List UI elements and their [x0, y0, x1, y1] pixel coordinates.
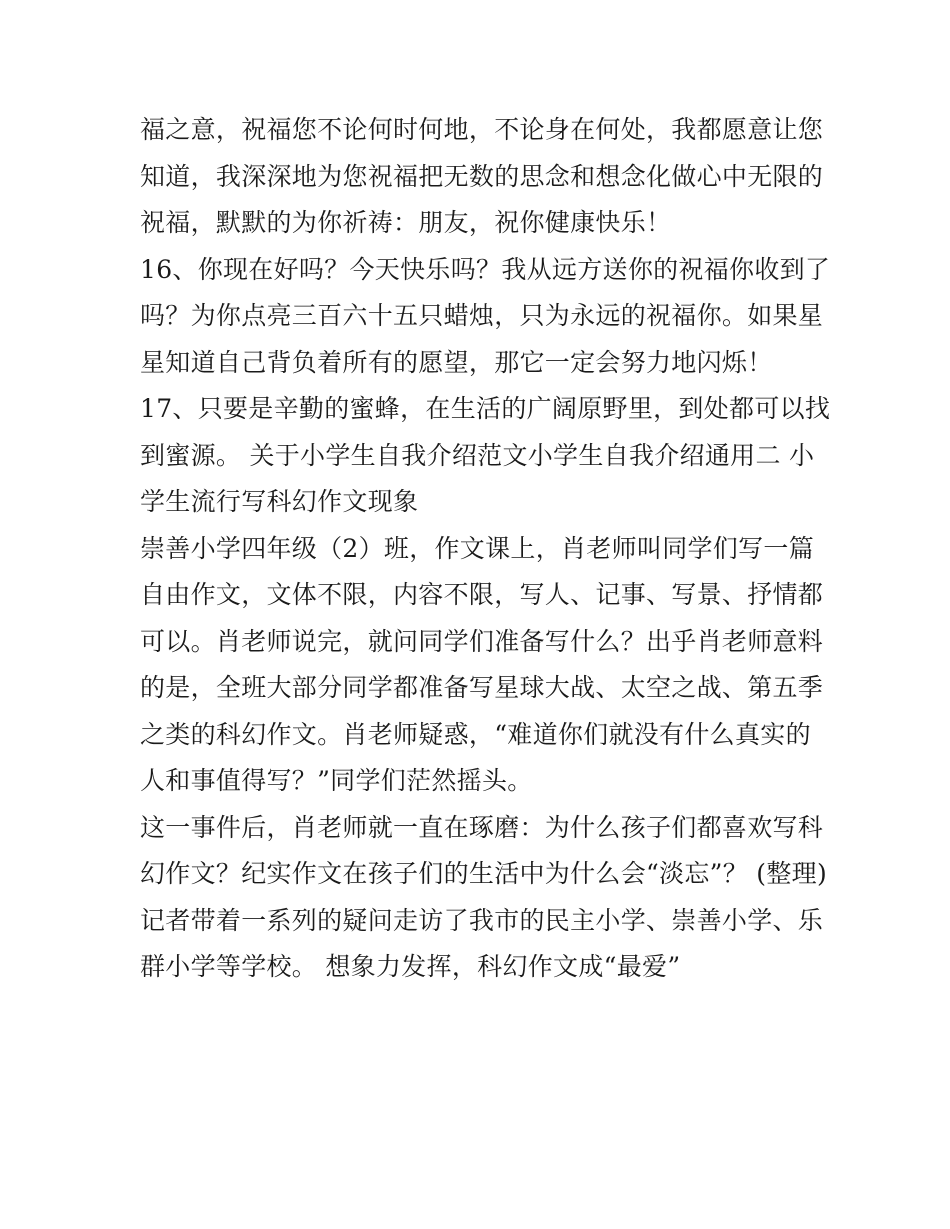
- text-line: 16、你现在好吗？今天快乐吗？我从远方送你的祝福你收到了: [140, 254, 831, 284]
- text-line: 之类的科幻作文。肖老师疑惑，“难道你们就没有什么真实的: [140, 719, 811, 749]
- body-text: [140, 107, 831, 991]
- text-line: 的是，全班大部分同学都准备写星球大战、太空之战、第五季: [140, 673, 824, 702]
- text-line: 到蜜源。 关于小学生自我介绍范文小学生自我介绍通用二 小: [140, 440, 815, 470]
- text-line: 记者带着一系列的疑问走访了我市的民主小学、崇善小学、乐: [140, 905, 824, 935]
- text-line: 祝福，默默的为你祈祷：朋友，祝你健康快乐！: [140, 208, 672, 237]
- text-line: 吗？为你点亮三百六十五只蜡烛，只为永远的祝福你。如果星: [140, 301, 824, 330]
- text-line: 可以。肖老师说完，就问同学们准备写什么？出乎肖老师意料: [140, 626, 824, 656]
- text-line: 福之意，祝福您不论何时何地，不论身在何处，我都愿意让您: [140, 115, 824, 144]
- text-line: 星知道自己背负着所有的愿望，那它一定会努力地闪烁！: [140, 347, 773, 377]
- text-line: 这一事件后，肖老师就一直在琢磨：为什么孩子们都喜欢写科: [140, 812, 824, 842]
- text-line: 人和事值得写？”同学们茫然摇头。: [140, 766, 533, 795]
- text-line: 自由作文，文体不限，内容不限，写人、记事、写景、抒情都: [140, 580, 824, 609]
- text-line: 学生流行写科幻作文现象: [140, 487, 419, 516]
- text-line: 知道，我深深地为您祝福把无数的思念和想念化做心中无限的: [140, 161, 824, 191]
- text-line: 17、只要是辛勤的蜜蜂，在生活的广阔原野里，到处都可以找: [140, 394, 831, 423]
- text-line: 崇善小学四年级（2）班，作文课上，肖老师叫同学们写一篇: [140, 533, 815, 563]
- text-line: 群小学等学校。 想象力发挥，科幻作文成“最爱”: [140, 952, 681, 981]
- text-line: 幻作文？纪实作文在孩子们的生活中为什么会“淡忘”？ (整理): [140, 859, 828, 888]
